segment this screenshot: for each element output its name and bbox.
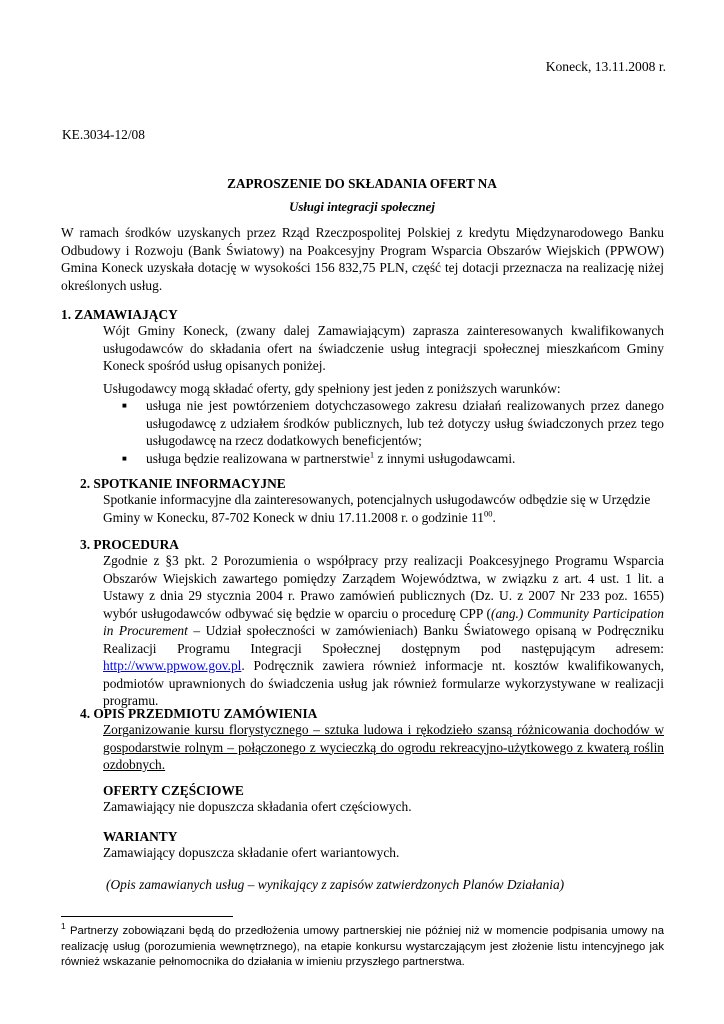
section-2-heading: 2. SPOTKANIE INFORMACYJNE <box>80 476 286 491</box>
condition-item: ■ usługa będzie realizowana w partnerstwie$^1$ z innymi usługodawcami. <box>122 450 664 468</box>
services-note: (Opis zamawianych usług – wynikający z zapisów zatwierdzonych Planów Działania) <box>106 877 565 892</box>
section-3-heading: 3. PROCEDURA <box>80 537 179 552</box>
footnote-ref: 1 <box>369 449 375 460</box>
section-1-heading: 1. ZAMAWIAJĄCY <box>61 307 178 322</box>
intro-paragraph: W ramach środków uzyskanych przez Rząd Rzeczpospolitej Polskiej z kredytu Międzynarodowego Banku Odbudowy i Rozwoju (Bank Światowy) na Poakcesyjny Program Wsparcia Obszarów Wiejskich (PPWOW) Gmina Koneck uzyskała dotację w wysokości 156 832,75 PLN, część tej dotacji przeznacza na realizację niżej określonych usług. <box>61 225 664 293</box>
conditions-list <box>122 397 664 467</box>
partial-offers-heading: OFERTY CZĘŚCIOWE <box>103 783 244 798</box>
document-subtitle: Usługi integracji społecznej <box>289 200 435 214</box>
section-3-paragraph: Zgodnie z §3 pkt. 2 Porozumienia o współpracy przy realizacji Poakcesyjnego Programu Wsparcia Obszarów Wiejskich zawartego pomiędzy Zarządem Województwa, w związku z art. 4 ust. 1 lit. a Ustawy z dnia 29 stycznia 2004 r. Prawo zamówień publicznych (Dz. U. z 2007 Nr 233 poz. 1655) wybór usługodawców odbywać się będzie w oparciu o procedurę CPP ((ang.) Community Participation in Procurement – Udział społeczności w zamówieniach) Banku Światowego opisaną w Podręczniku Realizacji Programu Integracji Społecznej dostępnym pod następującym adresem: http://www.ppwow.gov.pl. Podręcznik zawiera również informacje nt. kosztów kwalifikowanych, podmiotów uprawnionych do świadczenia usług jak również formularze wykorzystywane w realizacji programu. <box>103 553 664 708</box>
reference-number: KE.3034-12/08 <box>62 127 145 142</box>
section-4-heading: 4. OPIS PRZEDMIOTU ZAMÓWIENIA <box>80 706 318 721</box>
section-1-paragraph: Wójt Gminy Koneck, (zwany dalej Zamawiającym) zaprasza zainteresowanych kwalifikowanych usługodawców do składania ofert na świadczenie usług integracji społecznej mieszkańcom Gminy Koneck spośród usług opisanych poniżej. <box>103 323 664 373</box>
partial-offers-text: Zamawiający nie dopuszcza składania ofert częściowych. <box>103 799 412 814</box>
section-2-paragraph: Spotkanie informacyjne dla zainteresowanych, potencjalnych usługodawców odbędzie się w Urzędzie Gminy w Konecku, 87-702 Koneck w dniu 17.11.2008 r. o godzinie $11^{00}$. <box>103 492 651 525</box>
variants-text: Zamawiający dopuszcza składanie ofert wariantowych. <box>103 845 400 860</box>
order-subject: Zorganizowanie kursu florystycznego – sztuka ludowa i rękodzieło szansą różnicowania dochodów w gospodarstwie rolnym – połączonego z wycieczką do ogrodu rekreacyjno-użytkowego z kwaterą roślin ozdobnych. <box>103 722 664 772</box>
condition-item: ■ usługa nie jest powtórzeniem dotychczasowego zakresu działań realizowanych przez danego usługodawcę z udziałem środków publicznych, lub też dotyczy usług świadczonych przez tego usługodawcę na rzecz dodatkowych beneficjentów; <box>122 397 664 450</box>
place-date: Koneck, 13.11.2008 r. <box>545 59 666 74</box>
ppwow-link[interactable]: http://www.ppwow.gov.pl <box>103 658 242 673</box>
footnote-separator <box>61 916 233 917</box>
footnote: $^1$ Partnerzy zobowiązani będą do przedłożenia umowy partnerskiej nie później niż w momencie podpisania umowy na realizację usług (porozumienia wewnętrznego), na etapie konkursu wystarczającym jest złożenie listu intencyjnego jak również wskazanie pełnomocnika do działania w imieniu przyszłego partnerstwa. <box>61 921 664 968</box>
section-1-conditions-intro: Usługodawcy mogą składać oferty, gdy spełniony jest jeden z poniższych warunków: <box>103 381 561 396</box>
variants-heading: WARIANTY <box>103 829 178 844</box>
document-title: ZAPROSZENIE DO SKŁADANIA OFERT NA <box>227 176 497 191</box>
